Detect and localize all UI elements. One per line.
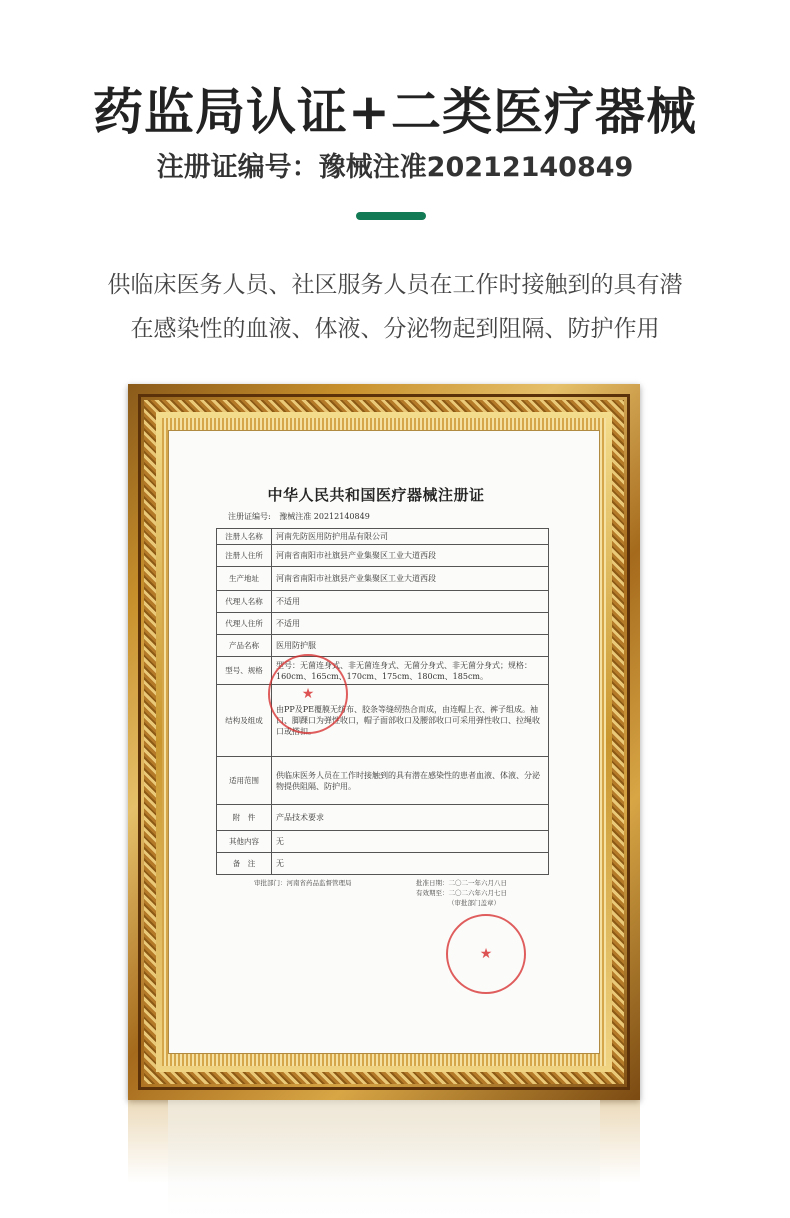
certificate-footer (216, 875, 549, 915)
approval-date: 批准日期：二〇二一年六月八日 (416, 879, 507, 887)
certificate-row-label: 产品名称 (217, 635, 272, 657)
approval-department: 审批部门：河南省药品监督管理局 (254, 879, 352, 887)
certificate-row-value: 不适用 (272, 591, 549, 613)
certificate-row-label: 适用范围 (217, 757, 272, 805)
certificate-row-value: 医用防护服 (272, 635, 549, 657)
certificate-table (216, 528, 549, 875)
red-seal-stamp-official (446, 914, 526, 994)
red-seal-stamp (268, 654, 348, 734)
certificate-number (228, 511, 544, 522)
accent-divider (356, 212, 426, 220)
certificate-row-label: 注册人住所 (217, 545, 272, 567)
certificate-row-label: 备 注 (217, 853, 272, 875)
description-line-2: 在感染性的血液、体液、分泌物起到阻隔、防护作用 (130, 316, 660, 342)
certificate-row (217, 805, 549, 831)
certificate-number-label: 注册证编号: (228, 512, 271, 521)
certificate-row (217, 831, 549, 853)
certificate-row-value: 河南省南阳市社旗县产业集聚区工业大道西段 (272, 545, 549, 567)
certificate-row-value: 无 (272, 831, 549, 853)
certificate-row-label: 附 件 (217, 805, 272, 831)
frame-reflection (128, 1100, 640, 1218)
certificate-row (217, 613, 549, 635)
expiry-date: 有效期至：二〇二六年六月七日 (416, 889, 507, 897)
certificate-document (208, 484, 544, 915)
certificate-row-label: 型号、规格 (217, 657, 272, 685)
registration-number: 注册证编号：豫械注准20212140849 (156, 152, 634, 183)
certificate-frame (128, 384, 640, 1100)
certificate-row-label: 结构及组成 (217, 685, 272, 757)
description-line-1: 供临床医务人员、社区服务人员在工作时接触到的具有潜 (107, 272, 683, 298)
certificate-row (217, 657, 549, 685)
seal-star-icon: ★ (301, 686, 315, 702)
certificate-row-value: 无 (272, 853, 549, 875)
certificate-row (217, 567, 549, 591)
certificate-row (217, 757, 549, 805)
seal-note: （审批部门盖章） (448, 899, 500, 907)
certificate-row (217, 635, 549, 657)
certificate-row-label: 注册人名称 (217, 529, 272, 545)
certificate-row-label: 其他内容 (217, 831, 272, 853)
certificate-row (217, 545, 549, 567)
certificate-row-label: 代理人名称 (217, 591, 272, 613)
certificate-row (217, 685, 549, 757)
reflection-paper (168, 1100, 600, 1218)
certificate-row-value: 供临床医务人员在工作时接触到的具有潜在感染性的患者血液、体液、分泌物提供阻隔、防护用。 (272, 757, 549, 805)
certificate-row-label: 代理人住所 (217, 613, 272, 635)
certificate-row (217, 529, 549, 545)
certificate-row-value: 由PP及PE覆膜无纺布、胶条等缝纫热合而成，由连帽上衣、裤子组成。袖口、脚踝口为弹性收口，帽子面部收口及腰部收口可采用弹性收口、拉绳收口或搭扣。 (272, 685, 549, 757)
certificate-row-value: 型号：无菌连身式、非无菌连身式、无菌分身式、非无菌分身式；规格：160cm、165cm、170cm、175cm、180cm、185cm。 (272, 657, 549, 685)
certificate-row-value: 河南先防医用防护用品有限公司 (272, 529, 549, 545)
certificate-row-label: 生产地址 (217, 567, 272, 591)
certificate-row-value: 不适用 (272, 613, 549, 635)
certificate-row (217, 591, 549, 613)
page-title: 药监局认证+二类医疗器械 (93, 83, 697, 141)
certificate-title: 中华人民共和国医疗器械注册证 (267, 486, 485, 504)
certificate-row (217, 853, 549, 875)
certificate-row-value: 河南省南阳市社旗县产业集聚区工业大道西段 (272, 567, 549, 591)
seal-star-icon: ★ (479, 946, 493, 962)
certificate-number-value: 豫械注准 20212140849 (279, 512, 370, 521)
certificate-row-value: 产品技术要求 (272, 805, 549, 831)
